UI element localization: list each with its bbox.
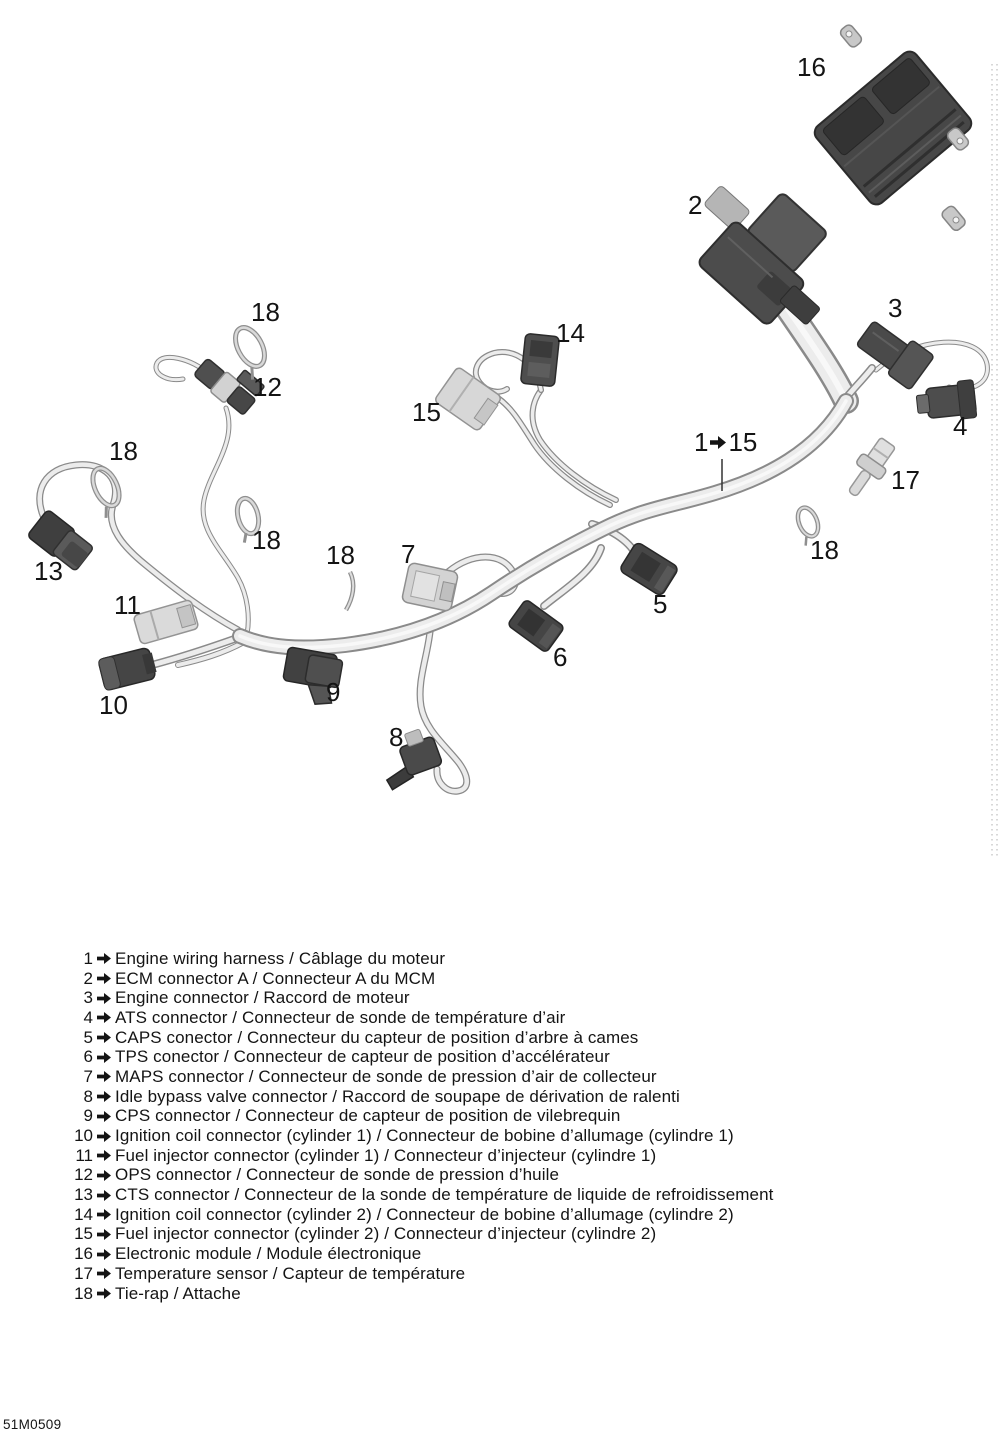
- legend-number: 3: [83, 988, 93, 1008]
- legend-row: [71, 1067, 773, 1087]
- legend-row: [71, 1008, 773, 1028]
- legend-text: Temperature sensor / Capteur de température: [115, 1263, 466, 1283]
- legend-text: CTS connector / Connecteur de la sonde de température de liquide de refroidissement: [115, 1185, 774, 1205]
- arrow-icon: [97, 1071, 111, 1082]
- arrow-icon: [97, 1209, 111, 1220]
- callout-17: 17: [891, 465, 920, 495]
- fuel-injector-connector-cyl2: [434, 366, 503, 432]
- legend-text: Ignition coil connector (cylinder 2) / Connecteur de bobine d’allumage (cylindre 2): [115, 1204, 734, 1224]
- legend-text: Idle bypass valve connector / Raccord de soupape de dérivation de ralenti: [115, 1086, 680, 1106]
- legend: [71, 949, 773, 1303]
- legend-text: OPS connector / Connecteur de sonde de pression d’huile: [115, 1165, 559, 1185]
- arrow-icon: [97, 1012, 111, 1023]
- legend-text: Electronic module / Module électronique: [115, 1244, 422, 1264]
- callout-1-to-15: [694, 429, 757, 455]
- legend-text: MAPS connector / Connecteur de sonde de pression d’air de collecteur: [115, 1066, 657, 1086]
- legend-row: [71, 1225, 773, 1245]
- arrow-icon: [97, 1091, 111, 1102]
- arrow-icon: [97, 973, 111, 984]
- callout-5: 5: [653, 589, 668, 619]
- legend-text: Fuel injector connector (cylinder 1) / Connecteur d’injecteur (cylindre 1): [115, 1145, 657, 1165]
- callout-3: 3: [888, 293, 903, 323]
- legend-number: 12: [74, 1165, 93, 1185]
- legend-number: 17: [74, 1263, 93, 1283]
- callout-18: 18: [252, 525, 281, 555]
- legend-row: [71, 1028, 773, 1048]
- legend-row: [71, 1264, 773, 1284]
- engine-wiring-harness: [40, 306, 988, 791]
- callout-14: 14: [556, 318, 585, 348]
- legend-text: CAPS conector / Connecteur du capteur de position d’arbre à cames: [115, 1027, 639, 1047]
- arrow-icon: [97, 1170, 111, 1181]
- callout-18: 18: [109, 436, 138, 466]
- ignition-coil-connector-cyl2: [520, 333, 559, 386]
- legend-text: Tie-rap / Attache: [115, 1283, 241, 1303]
- callout-18: 18: [326, 540, 355, 570]
- callout-7: 7: [401, 539, 416, 569]
- electronic-module: [811, 23, 975, 232]
- callout-13: 13: [34, 556, 63, 586]
- ignition-coil-connector-cyl1: [98, 647, 158, 691]
- pointer-from: 1: [694, 427, 709, 457]
- legend-number: 14: [74, 1204, 93, 1224]
- callout-15: 15: [412, 397, 441, 427]
- legend-number: 15: [74, 1224, 93, 1244]
- legend-row: [71, 1166, 773, 1186]
- callout-16: 16: [797, 52, 826, 82]
- callout-11: 11: [114, 590, 141, 620]
- arrow-icon: [97, 1288, 111, 1299]
- fuel-injector-connector-cyl1: [133, 599, 199, 644]
- legend-row: [71, 949, 773, 969]
- callout-2: 2: [688, 190, 703, 220]
- pointer-to: 15: [728, 427, 758, 457]
- ecm-connector-a: [697, 181, 841, 326]
- arrow-icon: [97, 1249, 111, 1260]
- tie-rap: [346, 572, 353, 610]
- arrow-icon: [97, 1032, 111, 1043]
- legend-text: TPS conector / Connecteur de capteur de position d’accélérateur: [115, 1047, 610, 1067]
- callout-18: 18: [810, 535, 839, 565]
- callout-12: 12: [253, 372, 282, 402]
- arrow-icon: [97, 953, 111, 964]
- legend-row: [71, 1284, 773, 1304]
- legend-row: [71, 969, 773, 989]
- legend-row: [71, 1047, 773, 1067]
- arrow-icon: [710, 436, 726, 449]
- legend-text: ECM connector A / Connecteur A du MCM: [115, 968, 436, 988]
- arrow-icon: [97, 1111, 111, 1122]
- callout-9: 9: [326, 677, 341, 707]
- tie-rap: [86, 464, 128, 518]
- legend-number: 16: [74, 1244, 93, 1264]
- legend-text: Engine wiring harness / Câblage du moteur: [115, 948, 446, 968]
- callout-6: 6: [553, 642, 568, 672]
- arrow-icon: [97, 1131, 111, 1142]
- legend-row: [71, 1185, 773, 1205]
- part-code: 51M0509: [3, 1417, 62, 1432]
- legend-text: Ignition coil connector (cylinder 1) / Connecteur de bobine d’allumage (cylindre 1): [115, 1126, 734, 1146]
- legend-text: Engine connector / Raccord de moteur: [115, 988, 410, 1008]
- legend-row: [71, 988, 773, 1008]
- legend-number: 9: [83, 1106, 93, 1126]
- ats-connector: [915, 380, 977, 424]
- legend-number: 4: [83, 1007, 93, 1027]
- arrow-icon: [97, 1268, 111, 1279]
- arrow-icon: [97, 1052, 111, 1063]
- arrow-icon: [97, 1229, 111, 1240]
- legend-number: 8: [83, 1086, 93, 1106]
- legend-text: CPS connector / Connecteur de capteur de position de vilebrequin: [115, 1106, 621, 1126]
- legend-number: 13: [74, 1185, 93, 1205]
- legend-number: 10: [74, 1126, 93, 1146]
- legend-row: [71, 1126, 773, 1146]
- callout-18: 18: [251, 297, 280, 327]
- callout-8: 8: [389, 722, 404, 752]
- arrow-icon: [97, 1150, 111, 1161]
- arrow-icon: [97, 993, 111, 1004]
- legend-text: ATS connector / Connecteur de sonde de température d’air: [115, 1007, 566, 1027]
- legend-row: [71, 1244, 773, 1264]
- legend-number: 1: [83, 948, 93, 968]
- legend-row: [71, 1146, 773, 1166]
- legend-row: [71, 1205, 773, 1225]
- legend-number: 7: [83, 1066, 93, 1086]
- legend-text: Fuel injector connector (cylinder 2) / Connecteur d’injecteur (cylindre 2): [115, 1224, 657, 1244]
- legend-number: 11: [75, 1145, 93, 1165]
- page-edge-marks: [992, 64, 997, 856]
- legend-number: 5: [83, 1027, 93, 1047]
- legend-number: 2: [83, 968, 93, 988]
- legend-number: 18: [74, 1283, 93, 1303]
- callout-10: 10: [99, 690, 128, 720]
- legend-number: 6: [83, 1047, 93, 1067]
- legend-row: [71, 1087, 773, 1107]
- arrow-icon: [97, 1190, 111, 1201]
- callout-4: 4: [953, 411, 968, 441]
- legend-row: [71, 1107, 773, 1127]
